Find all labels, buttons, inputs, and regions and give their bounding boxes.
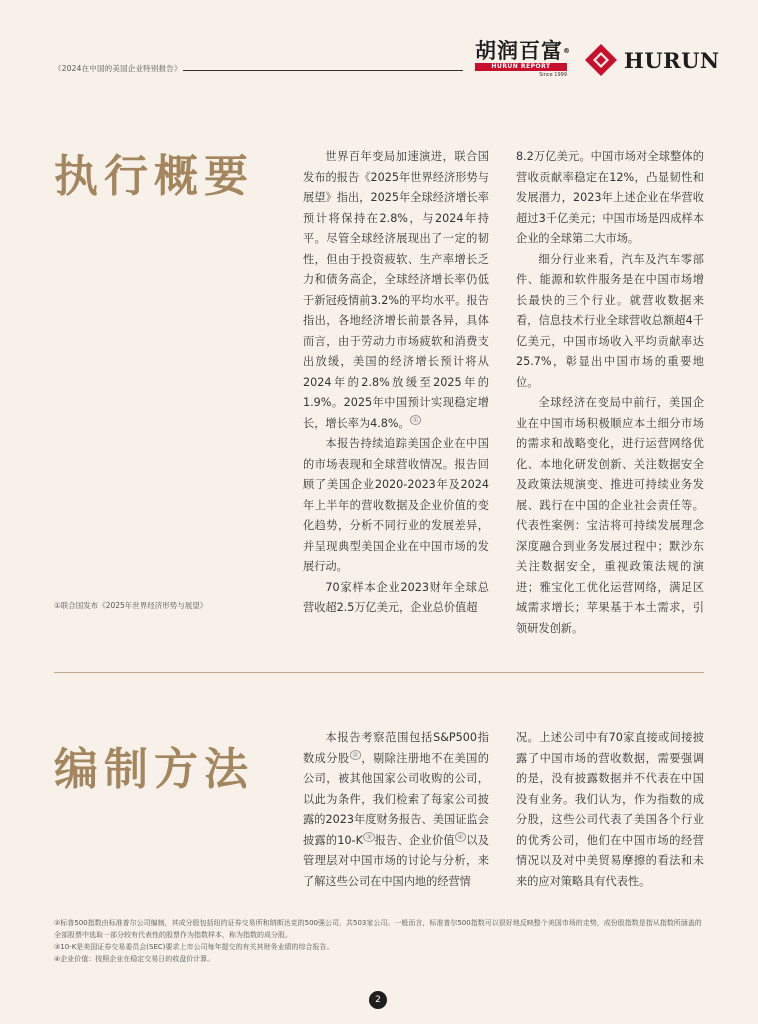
hurun-cube-icon — [584, 43, 618, 77]
summary-paragraph: 细分行业来看，汽车及汽车零部件、能源和软件服务是在中国市场增长最快的三个行业。就营收数据来看，信息技术行业全球营收总额超4千亿美元，中国市场收入平均贡献率达25.7%，彰显出中国市场的重要地位。 — [516, 252, 704, 389]
summary-paragraph: 本报告持续追踪美国企业在中国的市场表现和全球营收情况。报告回顾了美国企业2020-2023年及2024年上半年的营收数据及企业价值的变化趋势，分析不同行业的发展差异，并呈现典型美国企业在中国市场的发展行动。 — [303, 437, 489, 573]
methodology-column-1 — [303, 728, 489, 892]
summary-paragraph: 8.2万亿美元。中国市场对全球整体的营收贡献率稳定在12%，凸显韧性和发展潜力，2023年上述企业在华营收超过3千亿美元；中国市场是四成样本企业的全球第二大市场。 — [516, 150, 704, 245]
hurun-report-cn-logo — [475, 40, 573, 80]
footnote-marker: ① — [410, 415, 421, 425]
report-caption: 《2024在中国的美国企业特别报告》 — [54, 64, 182, 73]
hurun-en-logo — [584, 40, 720, 80]
section-title-summary: 执行概要 — [54, 151, 254, 202]
footnote-marker: ③ — [363, 832, 375, 842]
summary-column-2 — [516, 147, 704, 639]
footnote: ②标普500指数由标准普尔公司编制，其成分股包括纽约证券交易所和纳斯达克的500强公司，共503家公司。一般而言，标准普尔500指数可以很好地反映整个美国市场的走势，成份股指数是指从指数所涵盖的全部股票中选取一部分较有代表性的股票作为指数样本，称为指数的成分股。 — [54, 919, 702, 939]
footnote: ④企业价值：按照企业在稳定交易日的收盘价计算。 — [54, 955, 215, 963]
footnote: ③10-K是美国证券交易委员会(SEC)要求上市公司每年提交的有关其财务业绩的综合报告。 — [54, 943, 334, 951]
methodology-paragraph: 况。上述公司中有70家直接或间接披露了中国市场的营收数据，需要强调的是，没有披露数据并不代表在中国没有业务。我们认为，作为指数的成分股，这些公司代表了美国各个行业的优秀公司，他们在中国市场的经营情况以及对中美贸易摩擦的看法和未来的应对策略具有代表性。 — [516, 731, 704, 888]
footnote-marker: ④ — [455, 832, 467, 842]
logo-en-text: HURUN — [624, 47, 720, 73]
logo-cn-text: 胡润百富 — [475, 39, 563, 63]
section-title-methodology: 编制方法 — [54, 744, 254, 795]
summary-paragraph: 70家样本企业2023财年全球总营收超2.5万亿美元，企业总价值超 — [303, 580, 489, 614]
summary-paragraph: 世界百年变局加速演进，联合国发布的报告《2025年世界经济形势与展望》指出，2025年全球经济增长率预计将保持在2.8%，与2024年持平。尽管全球经济展现出了一定的韧性，但由于投资疲软、生产率增长乏力和债务高企，全球经济增长率仍低于新冠疫情前3.2%的平均水平。报告指出，各地经济增长前景各异，具体而言，由于劳动力市场疲软和消费支出放缓，美国的经济增长预计将从2024年的2.8%放缓至2025年的1.9%。2025年中国预计实现稳定增长，增长率为4.8%。 ① — [303, 150, 489, 430]
page-number: 2 — [369, 991, 387, 1009]
logo-cn-reg: ® — [563, 47, 571, 55]
summary-paragraph: 全球经济在变局中前行，美国企业在中国市场积极顺应本土细分市场的需求和战略变化，进行运营网络优化、本地化研发创新、关注数据安全及政策法规演变、推进可持续业务发展、践行在中国的企业社会责任等。代表性案例：宝洁将可持续发展理念深度融合到业务发展过程中；默沙东关注数据安全，重视政策法规的演进；雅宝化工优化运营网络，满足区域需求增长；苹果基于本土需求，引领研发创新。 — [516, 396, 704, 635]
methodology-paragraph: 本报告考察范围包括S&P500指数成分股 ② ，剔除注册地不在美国的公司，被其他国家公司收购的公司，以此为条件，我们检索了每家公司披露的2023年度财务报告、美国证监会披露的10-K ③ 报告、企业价值 ④ 以及管理层对中国市场的讨论与分析，来了解这些公司在中国内地的经营情 — [303, 731, 489, 888]
header-rule — [183, 70, 463, 71]
footnote-marker: ② — [350, 750, 362, 760]
summary-column-1 — [303, 147, 489, 619]
sidenote: ①联合国发布《2025年世界经济形势与展望》 — [54, 601, 208, 610]
logo-cn-bar: HURUN REPORT — [475, 63, 567, 71]
section-divider — [54, 672, 704, 673]
footnotes — [54, 917, 704, 965]
logo-cn-since: Since 1999 — [539, 72, 567, 78]
methodology-column-2 — [516, 728, 704, 892]
